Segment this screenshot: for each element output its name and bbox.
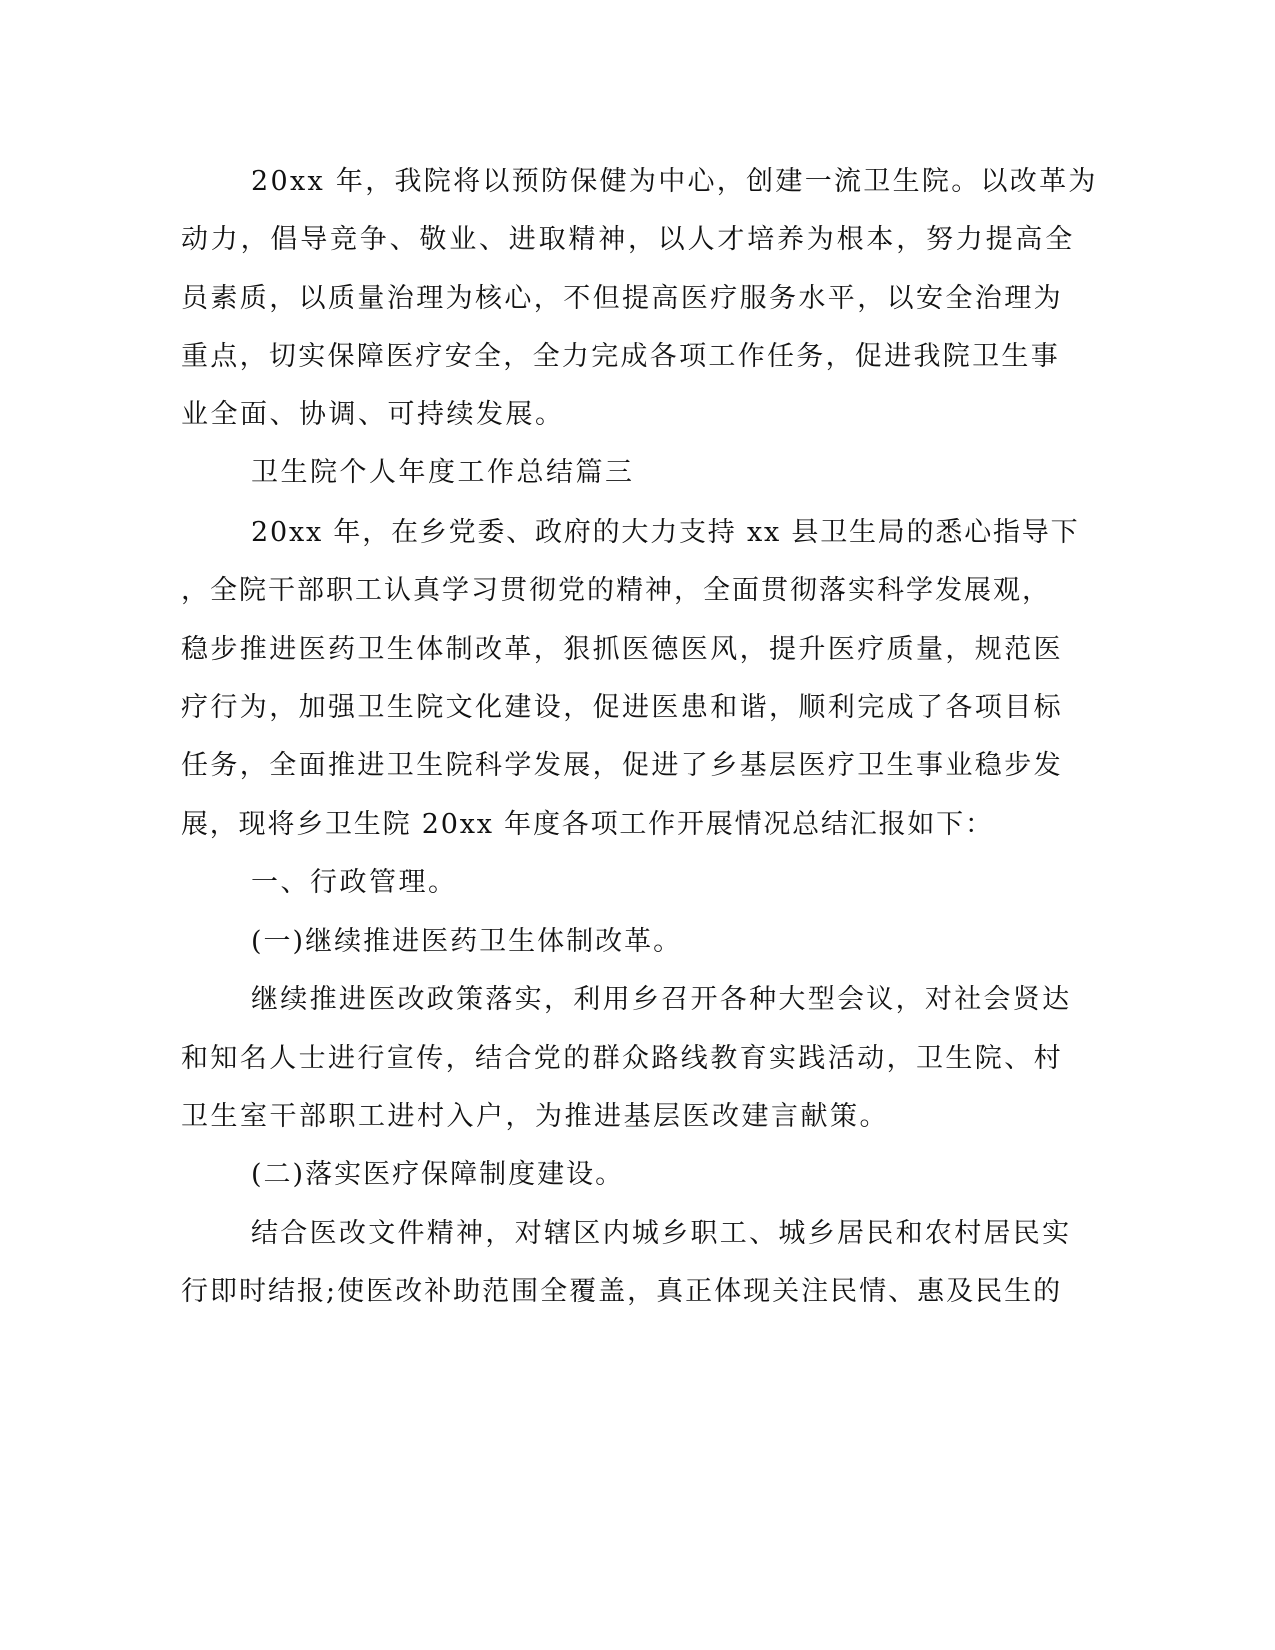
line-3: 员素质，以质量治理为核心，不但提高医疗服务水平，以安全治理为 (181, 283, 1063, 314)
line-9: 稳步推进医药卫生体制改革，狠抓医德医风，提升医疗质量，规范医 (181, 634, 1063, 665)
line-4: 重点，切实保障医疗安全，全力完成各项工作任务，促进我院卫生事 (181, 341, 1060, 372)
heading-1: 一、行政管理。 (251, 867, 458, 898)
line-16: 和知名人士进行宣传，结合党的群众路线教育实践活动，卫生院、村 (181, 1043, 1063, 1074)
line-15: 继续推进医改政策落实，利用乡召开各种大型会议，对社会贤达 (251, 984, 1072, 1015)
line-11: 任务，全面推进卫生院科学发展，促进了乡基层医疗卫生事业稳步发 (181, 750, 1063, 781)
line-8: ，全院干部职工认真学习贯彻党的精神，全面贯彻落实科学发展观， (181, 575, 1051, 606)
line-2: 动力，倡导竞争、敬业、进取精神，以人才培养为根本，努力提高全 (181, 224, 1075, 255)
line-19: 结合医改文件精神，对辖区内城乡职工、城乡居民和农村居民实 (251, 1218, 1072, 1249)
line-5: 业全面、协调、可持续发展。 (181, 399, 565, 430)
line-10: 疗行为，加强卫生院文化建设，促进医患和谐，顺利完成了各项目标 (181, 692, 1063, 723)
section-title: 卫生院个人年度工作总结篇三 (251, 457, 635, 488)
subheading-1: (一)继续推进医药卫生体制改革。 (251, 926, 683, 957)
line-17: 卫生室干部职工进村入户，为推进基层医改建言献策。 (181, 1101, 889, 1132)
line-20: 行即时结报;使医改补助范围全覆盖，真正体现关注民情、惠及民生的 (181, 1276, 1063, 1307)
line-12: 展，现将乡卫生院 20xx 年度各项工作开展情况总结汇报如下： (181, 809, 994, 840)
line-1: 20xx 年，我院将以预防保健为中心，创建一流卫生院。以改革为 (251, 166, 1098, 197)
line-7: 20xx 年，在乡党委、政府的大力支持 xx 县卫生局的悉心指导下 (251, 517, 1080, 548)
subheading-2: (二)落实医疗保障制度建设。 (251, 1159, 625, 1190)
